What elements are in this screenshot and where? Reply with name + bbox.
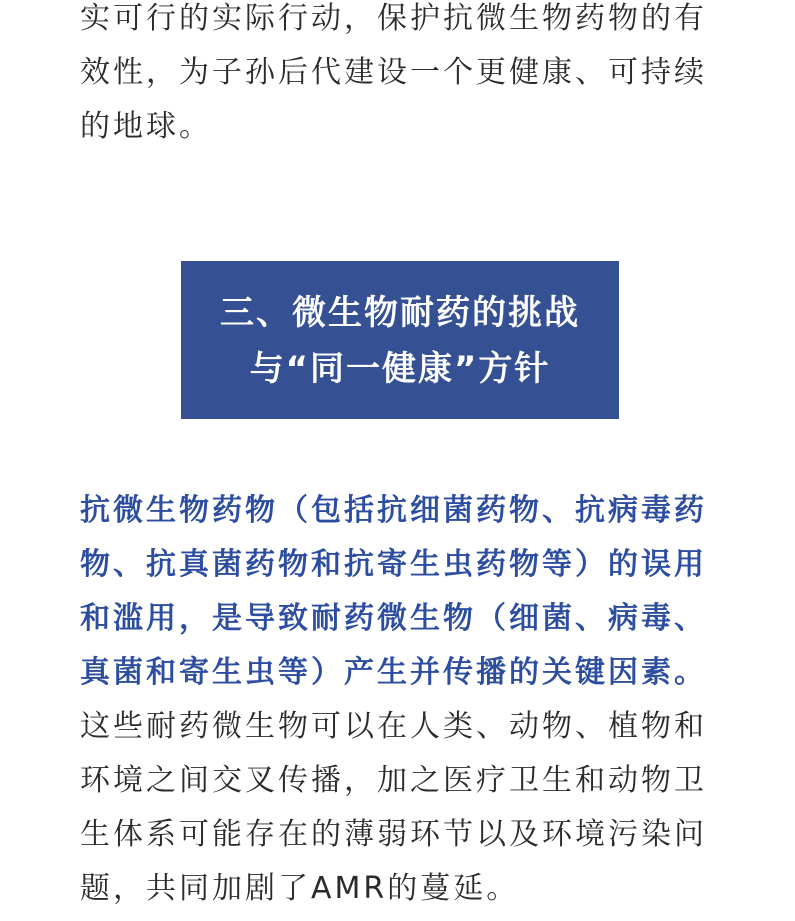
intro-line: 实可行的实际行动，保护抗微生物药物的有 — [80, 1, 707, 36]
section-title-line: 三、微生物耐药的挑战 — [220, 293, 580, 333]
body-line: 题，共同加剧了AMR的蔓延。 — [80, 871, 520, 906]
section-title-line: 与“同一健康”方针 — [249, 349, 551, 389]
body-line: 环境之间交叉传播，加之医疗卫生和动物卫 — [80, 763, 707, 798]
highlight-line: 抗微生物药物（包括抗细菌药物、抗病毒药 — [80, 493, 707, 528]
intro-line: 效性，为子孙后代建设一个更健康、可持续 — [80, 55, 707, 90]
section-heading-box — [181, 261, 619, 419]
body-line: 生体系可能存在的薄弱环节以及环境污染问 — [80, 817, 707, 852]
body-paragraph — [80, 484, 740, 916]
intro-line: 的地球。 — [80, 109, 212, 144]
body-line: 这些耐药微生物可以在人类、动物、植物和 — [80, 709, 707, 744]
highlight-line: 和滥用，是导致耐药微生物（细菌、病毒、 — [80, 601, 707, 636]
highlight-line: 物、抗真菌药物和抗寄生虫药物等）的误用 — [80, 547, 707, 582]
intro-paragraph — [80, 0, 740, 154]
highlight-line: 真菌和寄生虫等）产生并传播的关键因素。 — [80, 655, 707, 690]
